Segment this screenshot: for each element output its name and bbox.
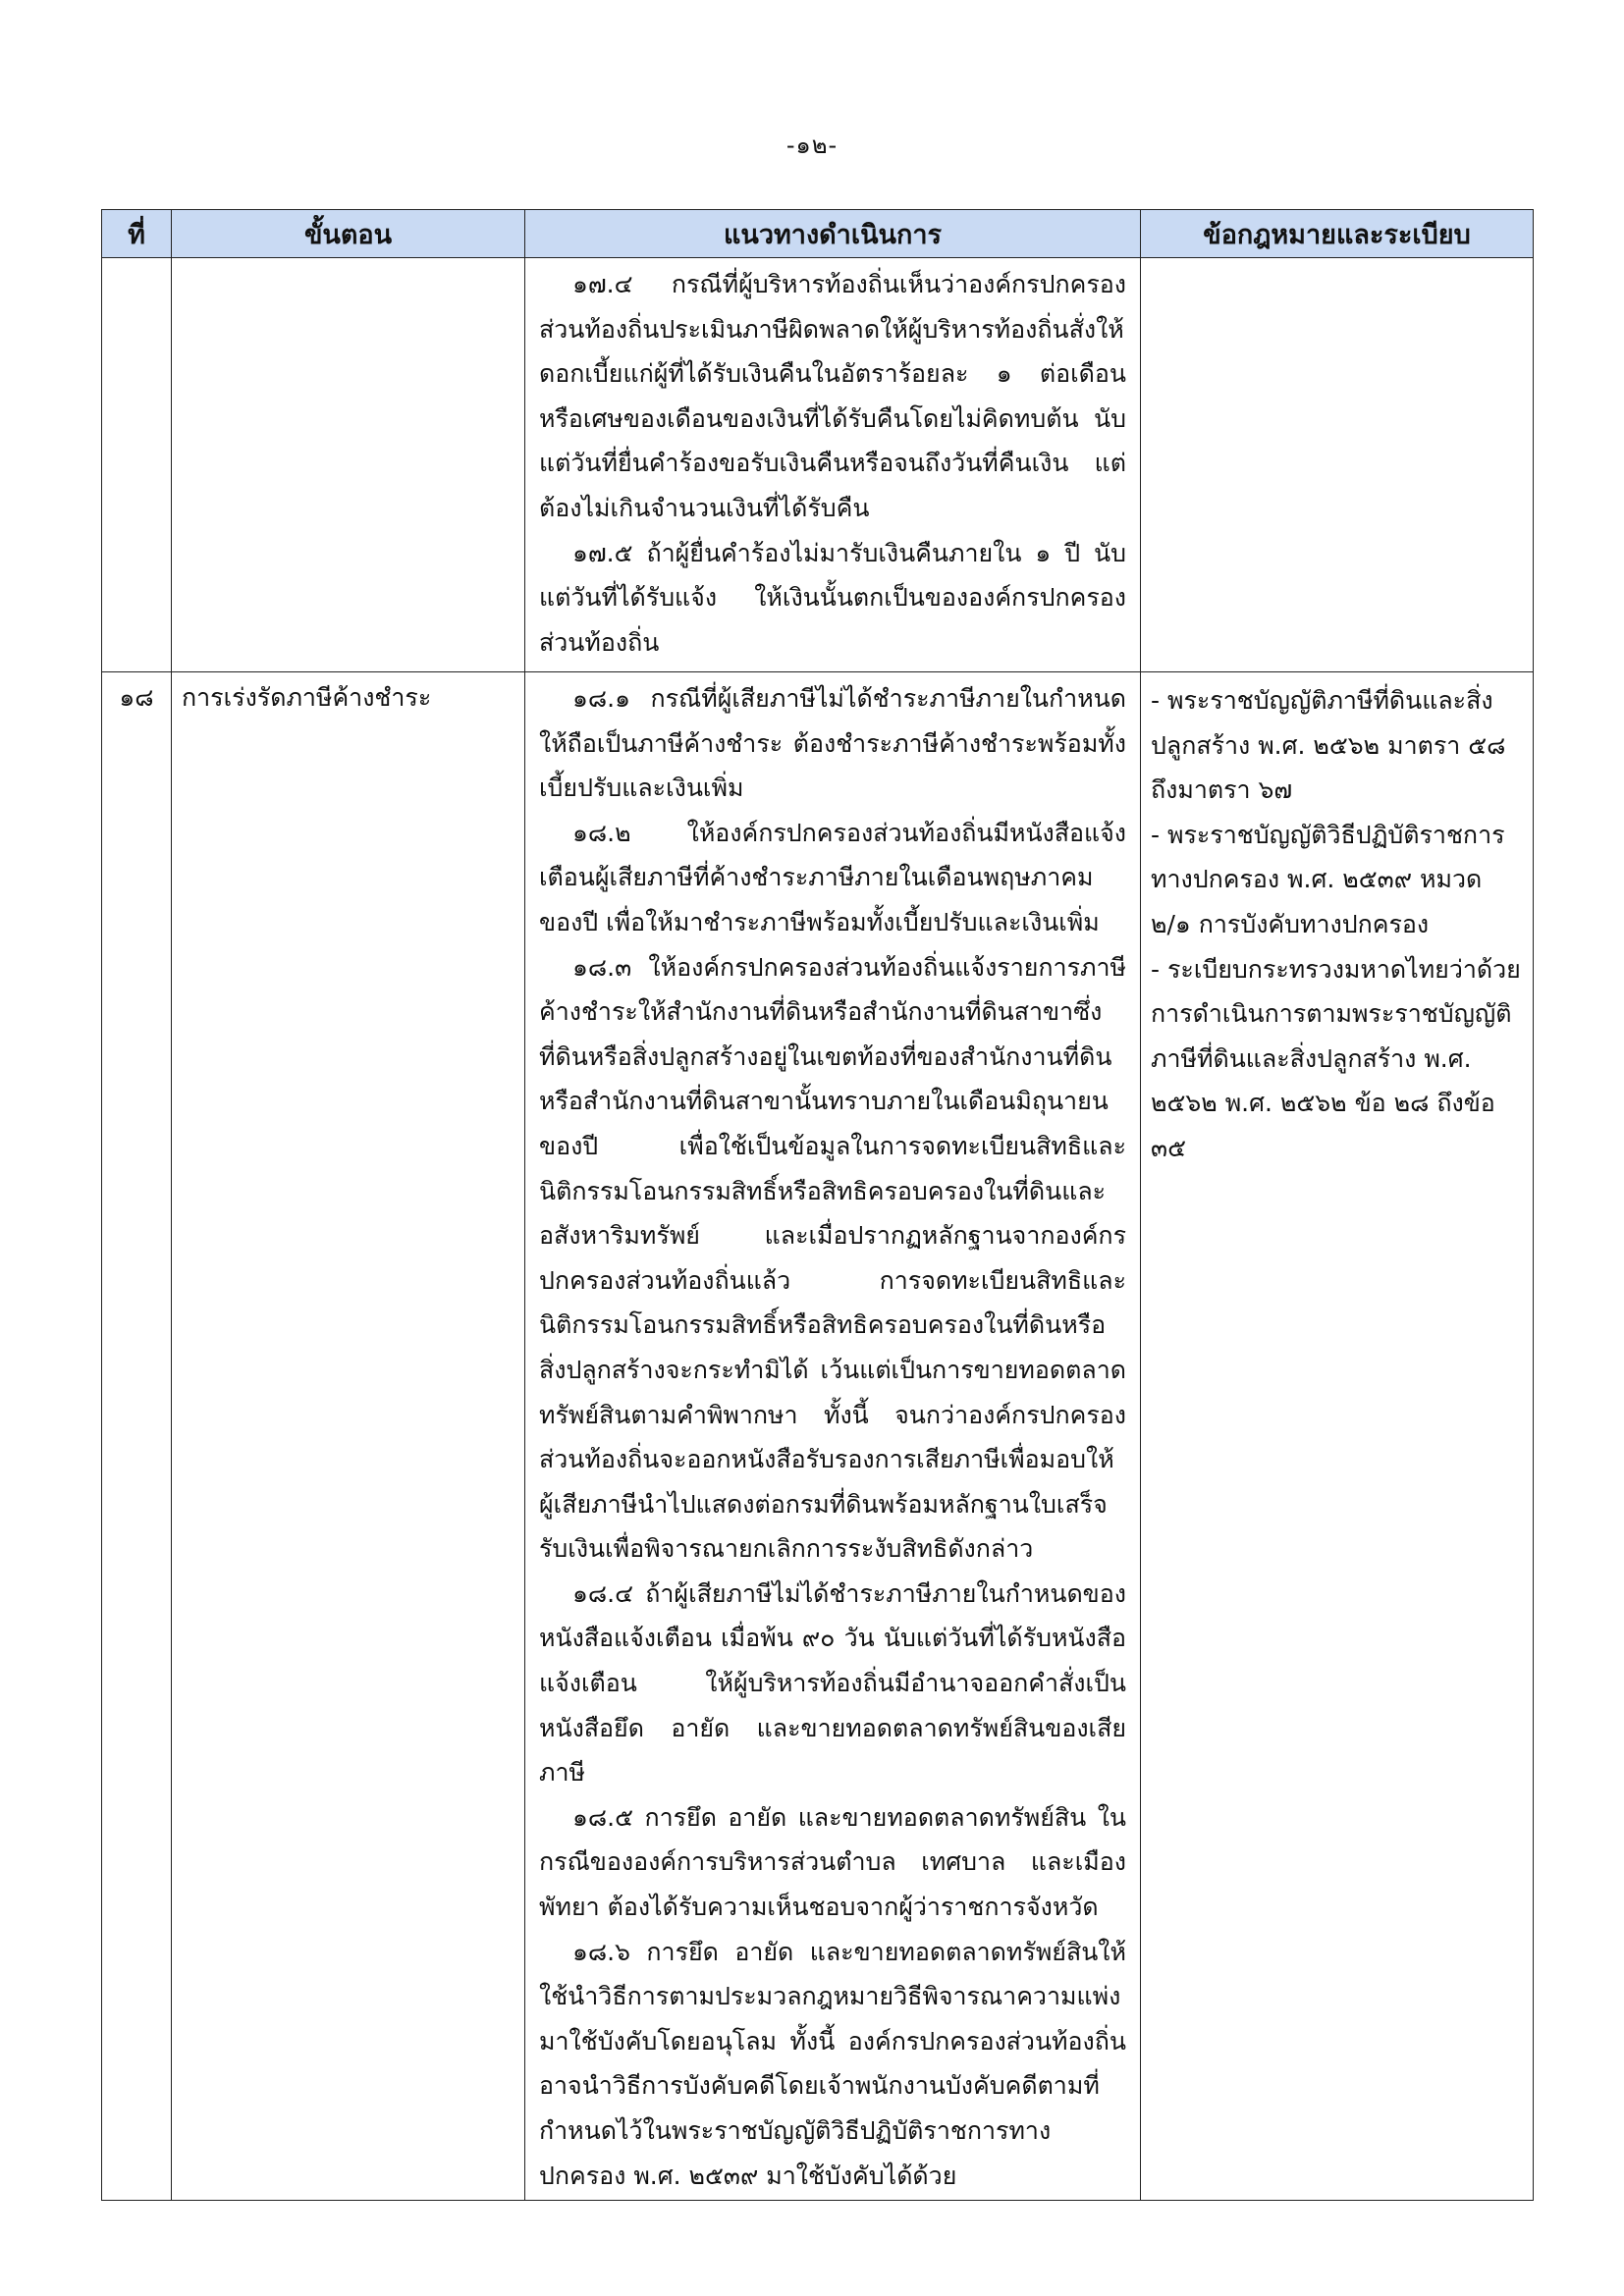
law-reference: - พระราชบัญญัติภาษีที่ดินและสิ่งปลูกสร้าง พ.ศ. ๒๕๖๒ มาตรา ๕๘ ถึงมาตรา ๖๗ (1151, 686, 1506, 805)
guidance-paragraph: ๑๘.๖ การยึด อายัด และขายทอดตลาดทรัพย์สินให้ใช้นำวิธีการตามประมวลกฎหมายวิธีพิจารณาความแพ่งมาใช้บังคับโดยอนุโลม ทั้งนี้ องค์กรปกครองส่วนท้องถิ่นอาจนำวิธีการบังคับคดีโดยเจ้าพนักงานบังคับคดีตามที่กำหนดไว้ในพระราชบัญญัติวิธีปฏิบัติราชการทางปกครอง พ.ศ. ๒๕๓๙ มาใช้บังคับได้ด้วย (539, 1937, 1126, 2190)
page-number: -๑๒- (785, 132, 839, 159)
row-laws (1141, 672, 1534, 2201)
row-guidance (525, 672, 1141, 2201)
procedure-table (101, 209, 1534, 2201)
header-step: ขั้นตอน (172, 210, 525, 258)
row-number (102, 258, 172, 672)
guidance-paragraph: ๑๘.๕ การยึด อายัด และขายทอดตลาดทรัพย์สิน ในกรณีขององค์การบริหารส่วนตำบล เทศบาล และเมืองพัทยา ต้องได้รับความเห็นชอบจากผู้ว่าราชการจังหวัด (539, 1802, 1126, 1922)
guidance-paragraph: ๑๘.๑ กรณีที่ผู้เสียภาษีไม่ได้ชำระภาษีภายในกำหนดให้ถือเป็นภาษีค้างชำระ ต้องชำระภาษีค้างชำระพร้อมทั้งเบี้ยปรับและเงินเพิ่ม (539, 684, 1126, 803)
guidance-paragraph: ๑๘.๒ ให้องค์กรปกครองส่วนท้องถิ่นมีหนังสือแจ้งเตือนผู้เสียภาษีที่ค้างชำระภาษีภายในเดือนพฤษภาคมของปี เพื่อให้มาชำระภาษีพร้อมทั้งเบี้ยปรับและเงินเพิ่ม (539, 818, 1126, 936)
header-number: ที่ (102, 210, 172, 258)
guidance-paragraph: ๑๘.๔ ถ้าผู้เสียภาษีไม่ได้ชำระภาษีภายในกำหนดของหนังสือแจ้งเตือน เมื่อพ้น ๙๐ วัน นับแต่วันที่ได้รับหนังสือแจ้งเตือน ให้ผู้บริหารท้องถิ่นมีอำนาจออกคำสั่งเป็นหนังสือยึด อายัด และขายทอดตลาดทรัพย์สินของเสียภาษี (539, 1578, 1126, 1788)
table-header-row (102, 210, 1534, 258)
table-row (102, 258, 1534, 672)
row-laws (1141, 258, 1534, 672)
law-reference: - ระเบียบกระทรวงมหาดไทยว่าด้วยการดำเนินการตามพระราชบัญญัติภาษีที่ดินและสิ่งปลูกสร้าง พ.ศ. ๒๕๖๒ พ.ศ. ๒๕๖๒ ข้อ ๒๘ ถึงข้อ ๓๕ (1151, 954, 1521, 1162)
row-step: การเร่งรัดภาษีค้างชำระ (172, 672, 525, 2201)
guidance-paragraph: ๑๘.๓ ให้องค์กรปกครองส่วนท้องถิ่นแจ้งรายการภาษีค้างชำระให้สำนักงานที่ดินหรือสำนักงานที่ดินสาขาซึ่งที่ดินหรือสิ่งปลูกสร้างอยู่ในเขตท้องที่ของสำนักงานที่ดินหรือสำนักงานที่ดินสาขานั้นทราบภายในเดือนมิถุนายนของปี เพื่อใช้เป็นข้อมูลในการจดทะเบียนสิทธิและนิติกรรมโอนกรรมสิทธิ์หรือสิทธิครอบครองในที่ดินและอสังหาริมทรัพย์ และเมื่อปรากฏหลักฐานจากองค์กรปกครองส่วนท้องถิ่นแล้ว การจดทะเบียนสิทธิและนิติกรรมโอนกรรมสิทธิ์หรือสิทธิครอบครองในที่ดินหรือสิ่งปลูกสร้างจะกระทำมิได้ เว้นแต่เป็นการขายทอดตลาดทรัพย์สินตามคำพิพากษา ทั้งนี้ จนกว่าองค์กรปกครองส่วนท้องถิ่นจะออกหนังสือรับรองการเสียภาษีเพื่อมอบให้ผู้เสียภาษีนำไปแสดงต่อกรมที่ดินพร้อมหลักฐานใบเสร็จรับเงินเพื่อพิจารณายกเลิกการระงับสิทธิดังกล่าว (539, 952, 1126, 1564)
row-step (172, 258, 525, 672)
table-row (102, 672, 1534, 2201)
row-guidance (525, 258, 1141, 672)
header-laws: ข้อกฎหมายและระเบียบ (1141, 210, 1534, 258)
law-reference: - พระราชบัญญัติวิธีปฏิบัติราชการทางปกครอง พ.ศ. ๒๕๓๙ หมวด ๒/๑ การบังคับทางปกครอง (1151, 820, 1505, 938)
row-number: ๑๘ (102, 672, 172, 2201)
guidance-paragraph: ๑๗.๔ กรณีที่ผู้บริหารท้องถิ่นเห็นว่าองค์กรปกครองส่วนท้องถิ่นประเมินภาษีผิดพลาดให้ผู้บริหารท้องถิ่นสั่งให้ดอกเบี้ยแก่ผู้ที่ได้รับเงินคืนในอัตราร้อยละ ๑ ต่อเดือน หรือเศษของเดือนของเงินที่ได้รับคืนโดยไม่คิดทบต้น นับแต่วันที่ยื่นคำร้องขอรับเงินคืนหรือจนถึงวันที่คืนเงิน แต่ต้องไม่เกินจำนวนเงินที่ได้รับคืน (539, 270, 1126, 522)
guidance-paragraph: ๑๗.๕ ถ้าผู้ยื่นคำร้องไม่มารับเงินคืนภายใน ๑ ปี นับแต่วันที่ได้รับแจ้ง ให้เงินนั้นตกเป็นขององค์กรปกครองส่วนท้องถิ่น (539, 538, 1126, 657)
header-guidance: แนวทางดำเนินการ (525, 210, 1141, 258)
